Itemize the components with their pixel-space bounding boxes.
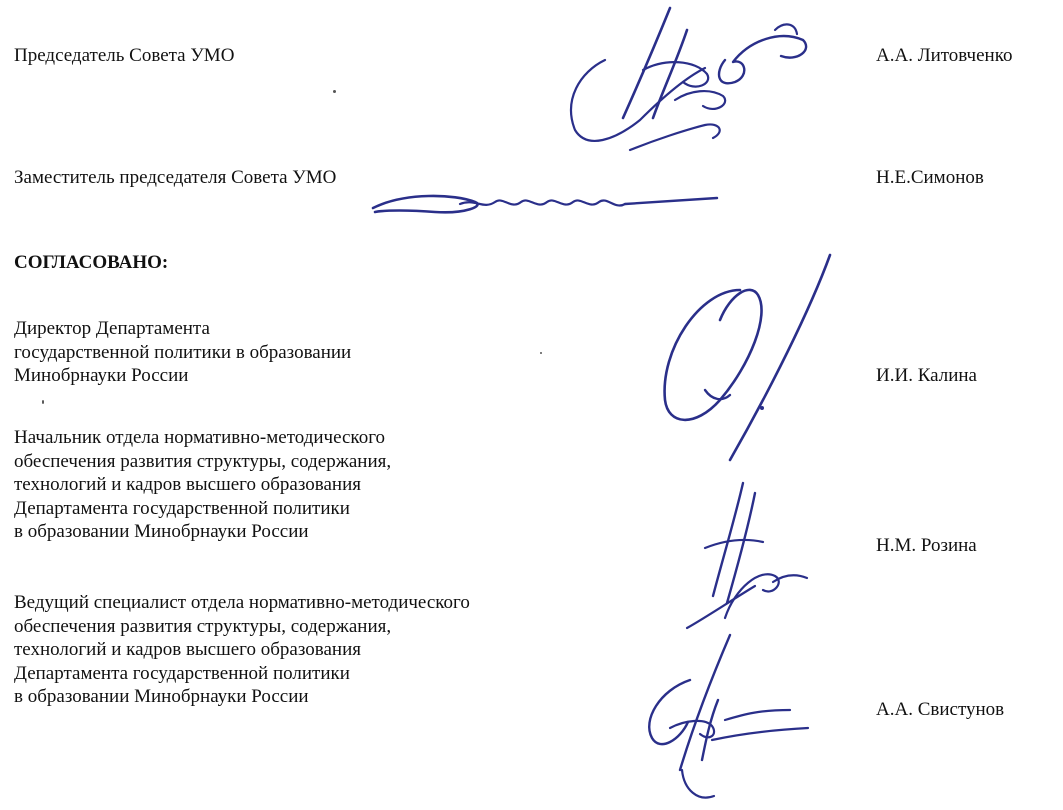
- position-head-of-division: Начальник отдела нормативно-методического обеспечения развития структуры, содержания, технологий и кадров высшего образования Департамента государственной политики в образовании Минобрнауки России: [14, 427, 392, 542]
- signature-chairman: [545, 0, 815, 170]
- signature-head-of-division: [665, 478, 815, 648]
- scan-speck: [333, 90, 336, 93]
- name-deputy-chairman: Н.Е.Симонов: [876, 167, 984, 188]
- position-lead-specialist: Ведущий специалист отдела нормативно-методического обеспечения развития структуры, содержания, технологий и кадров высшего образования Департамента государственной политики в образовании Минобрнауки России: [14, 592, 470, 707]
- position-department-director: Директор Департамента государственной политики в образовании Минобрнауки России: [14, 318, 352, 386]
- scan-speck: [540, 352, 542, 354]
- name-lead-specialist: А.А. Свистунов: [876, 699, 1005, 720]
- approval-heading: СОГЛАСОВАНО:: [14, 252, 169, 273]
- position-chairman: Председатель Совета УМО: [14, 45, 235, 66]
- name-chairman: А.А. Литовченко: [876, 45, 1013, 66]
- signature-deputy-chairman: [365, 180, 725, 230]
- name-head-of-division: Н.М. Розина: [876, 535, 977, 556]
- name-department-director: И.И. Калина: [876, 365, 977, 386]
- signature-department-director: [640, 250, 840, 480]
- signature-lead-specialist: [630, 630, 820, 810]
- scan-speck: [42, 400, 44, 404]
- position-deputy-chairman: Заместитель председателя Совета УМО: [14, 167, 337, 188]
